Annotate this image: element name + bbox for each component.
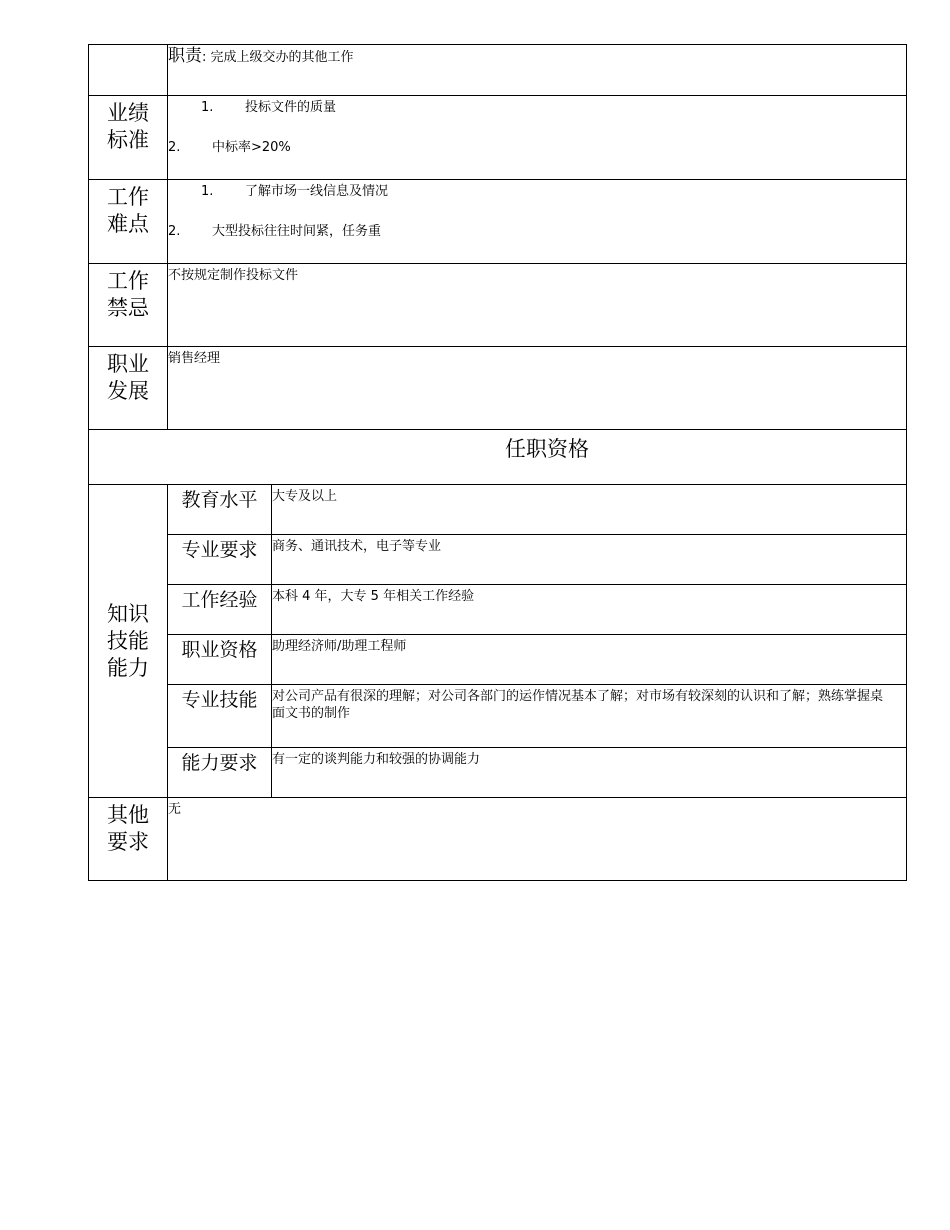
knowledge-label-line1: 知识 [107, 601, 149, 626]
performance-label-line1: 业绩 [107, 101, 149, 125]
qualification-title-text: 任职资格 [505, 437, 589, 461]
list-text: 投标文件的质量 [245, 100, 337, 115]
list-item [168, 183, 906, 200]
career-row [89, 347, 907, 430]
skill-label: 专业技能 [168, 685, 272, 748]
major-label: 专业要求 [168, 535, 272, 585]
career-cell: 销售经理 [168, 347, 907, 430]
duty-row [89, 45, 907, 96]
list-text: 大型投标往往时间紧，任务重 [212, 224, 382, 239]
list-number: 2. [168, 140, 181, 155]
list-number: 1. [201, 100, 214, 115]
certificate-label: 职业资格 [168, 635, 272, 685]
list-item [168, 139, 906, 156]
knowledge-row [89, 748, 907, 798]
list-item [168, 99, 906, 116]
performance-cell [168, 96, 907, 180]
duty-sep: : [202, 50, 207, 65]
taboo-label [89, 264, 168, 347]
major-value: 商务、通讯技术，电子等专业 [272, 535, 907, 585]
difficulty-label-line2: 难点 [107, 212, 149, 236]
qualification-title [89, 430, 907, 485]
career-label-line2: 发展 [107, 379, 149, 403]
other-row [89, 798, 907, 881]
difficulty-label [89, 180, 168, 264]
experience-value: 本科 4 年，大专 5 年相关工作经验 [272, 585, 907, 635]
knowledge-row [89, 585, 907, 635]
performance-label [89, 96, 168, 180]
knowledge-row [89, 485, 907, 535]
knowledge-label [89, 485, 168, 798]
performance-row [89, 96, 907, 180]
career-label [89, 347, 168, 430]
list-text: 中标率>20% [212, 140, 291, 155]
list-number: 1. [201, 184, 214, 199]
performance-label-line2: 标准 [107, 128, 149, 152]
duty-cell [168, 45, 907, 96]
career-label-line1: 职业 [107, 352, 149, 376]
list-number: 2. [168, 224, 181, 239]
duty-label-cell [89, 45, 168, 96]
taboo-label-line2: 禁忌 [107, 296, 149, 320]
job-description-table [88, 44, 907, 881]
other-cell: 无 [168, 798, 907, 881]
other-label [89, 798, 168, 881]
skill-value: 对公司产品有很深的理解；对公司各部门的运作情况基本了解；对市场有较深刻的认识和了解；熟练掌握桌面文书的制作 [272, 685, 907, 748]
duty-prefix: 职责 [168, 46, 202, 66]
other-label-line1: 其他 [107, 803, 149, 827]
knowledge-label-line3: 能力 [107, 655, 149, 680]
difficulty-row [89, 180, 907, 264]
knowledge-row [89, 635, 907, 685]
education-label: 教育水平 [168, 485, 272, 535]
qualification-title-row [89, 430, 907, 485]
other-label-line2: 要求 [107, 830, 149, 854]
education-value: 大专及以上 [272, 485, 907, 535]
certificate-value: 助理经济师/助理工程师 [272, 635, 907, 685]
taboo-label-line1: 工作 [107, 269, 149, 293]
ability-value: 有一定的谈判能力和较强的协调能力 [272, 748, 907, 798]
ability-label: 能力要求 [168, 748, 272, 798]
knowledge-row [89, 685, 907, 748]
difficulty-cell [168, 180, 907, 264]
list-text: 了解市场一线信息及情况 [245, 184, 389, 199]
taboo-cell: 不按规定制作投标文件 [168, 264, 907, 347]
knowledge-row [89, 535, 907, 585]
knowledge-label-line2: 技能 [107, 628, 149, 653]
duty-text: 完成上级交办的其他工作 [210, 50, 354, 65]
difficulty-label-line1: 工作 [107, 185, 149, 209]
taboo-row [89, 264, 907, 347]
experience-label: 工作经验 [168, 585, 272, 635]
list-item [168, 223, 906, 240]
